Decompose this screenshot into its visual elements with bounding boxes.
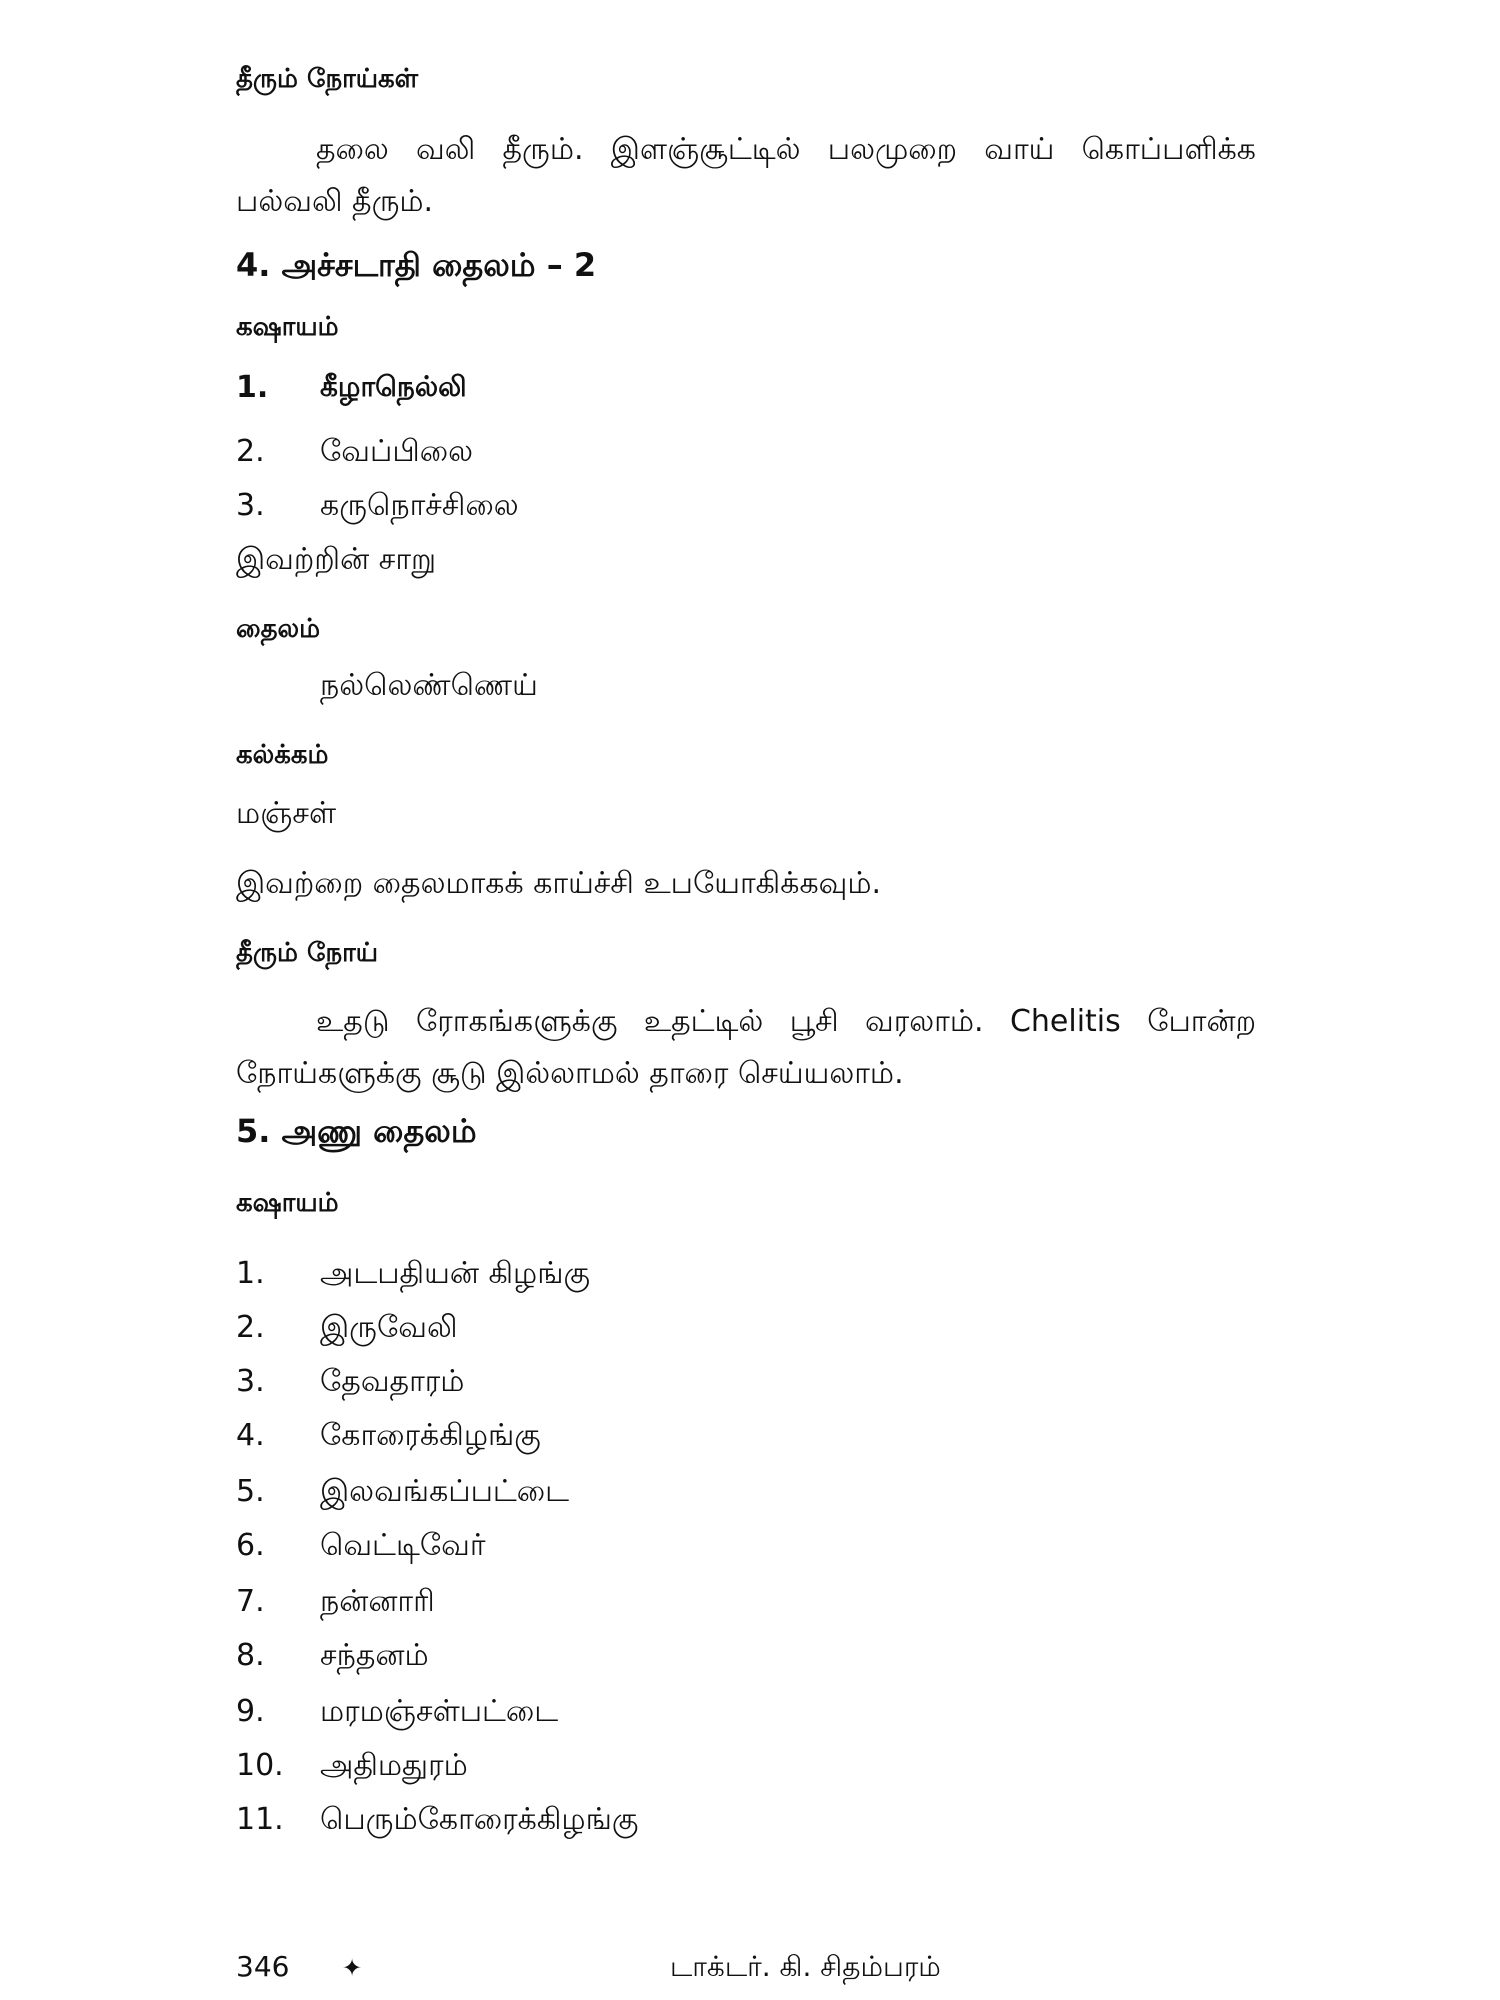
section5-item-8-number: 8. xyxy=(236,1638,265,1673)
section4-disease-paragraph: உதடு ரோகங்களுக்கு உதட்டில் பூசி வரலாம். Chelitis போன்ற நோய்களுக்கு சூடு இல்லாமல் தாரை செய்யலாம். xyxy=(236,1004,1256,1091)
section4-item-3-text: கருநொச்சிலை xyxy=(320,488,519,523)
section4-item-2-text: வேப்பிலை xyxy=(320,434,473,469)
section5-item-7-number: 7. xyxy=(236,1584,265,1619)
section4-juice-note: இவற்றின் சாறு xyxy=(236,542,437,577)
section5-item-2-number: 2. xyxy=(236,1310,265,1345)
section5-item-6-text: வெட்டிவேர் xyxy=(320,1528,486,1563)
section5-item-5-text: இலவங்கப்பட்டை xyxy=(320,1474,570,1509)
section4-title: 4. அச்சடாதி தைலம் – 2 xyxy=(236,246,597,284)
section-heading-cured-diseases: தீரும் நோய்கள் xyxy=(236,64,419,94)
section5-item-2-text: இருவேலி xyxy=(320,1310,458,1345)
section5-item-10-text: அதிமதுரம் xyxy=(320,1748,468,1783)
cured-diseases-paragraph: தலை வலி தீரும். இளஞ்சூட்டில் பலமுறை வாய் கொப்பளிக்க பல்வலி தீரும். xyxy=(236,132,1256,219)
section5-item-11-text: பெரும்கோரைக்கிழங்கு xyxy=(320,1802,639,1837)
section4-kalkam-heading: கல்க்கம் xyxy=(236,740,329,770)
section5-title: 5. அணு தைலம் xyxy=(236,1112,477,1150)
section4-item-2-number: 2. xyxy=(236,434,265,469)
section5-item-1-text: அடபதியன் கிழங்கு xyxy=(320,1256,590,1291)
section5-item-4-text: கோரைக்கிழங்கு xyxy=(320,1418,541,1453)
section5-kashayam-heading: கஷாயம் xyxy=(236,1188,339,1218)
section4-thailam-value: நல்லெண்ணெய் xyxy=(320,668,538,703)
section5-item-11-number: 11. xyxy=(236,1802,284,1837)
section4-disease-heading: தீரும் நோய் xyxy=(236,938,379,968)
footer-separator-icon: ✦ xyxy=(342,1954,363,1982)
section4-item-1-text: கீழாநெல்லி xyxy=(320,370,467,403)
section5-item-5-number: 5. xyxy=(236,1474,265,1509)
section5-item-3-text: தேவதாரம் xyxy=(320,1364,465,1399)
section5-item-4-number: 4. xyxy=(236,1418,265,1453)
footer-author: டாக்டர். கி. சிதம்பரம் xyxy=(670,1950,941,1983)
section5-item-3-number: 3. xyxy=(236,1364,265,1399)
section4-item-1-number: 1. xyxy=(236,370,269,405)
section5-item-6-number: 6. xyxy=(236,1528,265,1563)
section5-item-9-number: 9. xyxy=(236,1694,265,1729)
section4-thailam-heading: தைலம் xyxy=(236,614,321,644)
section4-item-3-number: 3. xyxy=(236,488,265,523)
section5-item-8-text: சந்தனம் xyxy=(320,1638,429,1673)
page-number: 346 xyxy=(236,1950,290,1983)
section5-item-7-text: நன்னாரி xyxy=(320,1584,435,1619)
section4-kashayam-heading: கஷாயம் xyxy=(236,312,339,342)
section5-item-1-number: 1. xyxy=(236,1256,265,1291)
section5-item-10-number: 10. xyxy=(236,1748,284,1783)
section4-instruction: இவற்றை தைலமாகக் காய்ச்சி உபயோகிக்கவும். xyxy=(236,866,882,901)
section4-kalkam-value: மஞ்சள் xyxy=(236,796,337,831)
section5-item-9-text: மரமஞ்சள்பட்டை xyxy=(320,1694,559,1729)
